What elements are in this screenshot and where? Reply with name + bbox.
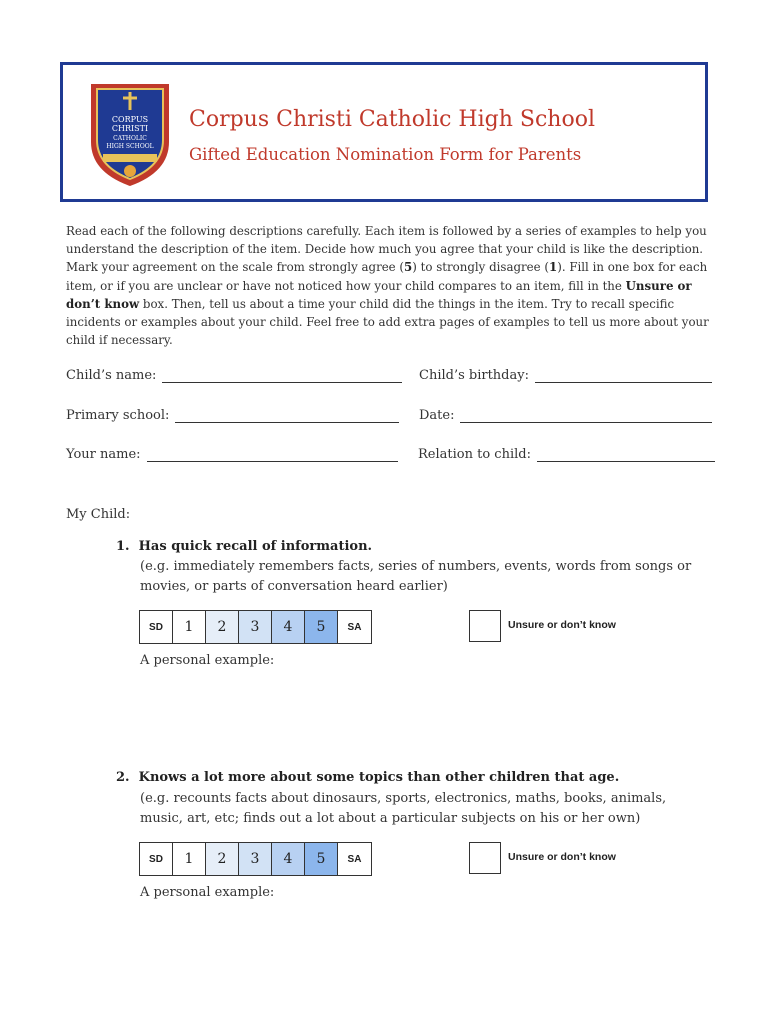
primary-school-label: Primary school: (66, 408, 170, 423)
item-2-description: (e.g. recounts facts about dinosaurs, sports, electronics, maths, books, animals, music, art, etc; finds out a lot about a particular subjects on his or her own) (140, 791, 667, 826)
svg-text:HIGH SCHOOL: HIGH SCHOOL (106, 143, 154, 150)
your-name-field[interactable] (66, 447, 398, 462)
rating-option-4[interactable]: 4 (272, 843, 305, 875)
relation-line[interactable] (537, 447, 715, 462)
relation-field[interactable] (418, 447, 715, 462)
rating-option-1[interactable]: 1 (173, 843, 206, 875)
unsure-label-2: Unsure or don’t know (508, 851, 616, 863)
unsure-checkbox-2[interactable] (469, 842, 501, 874)
school-name: Corpus Christi Catholic High School (189, 107, 595, 132)
item-1-title: 1. Has quick recall of information. (116, 539, 373, 554)
childs-birthday-line[interactable] (535, 368, 712, 383)
primary-school-field[interactable] (66, 408, 399, 423)
rating-scale-2[interactable] (139, 842, 372, 876)
rating-option-3[interactable]: 3 (239, 843, 272, 875)
your-name-label: Your name: (66, 447, 141, 462)
rating-option-5[interactable]: 5 (305, 611, 338, 643)
school-crest-icon (87, 80, 173, 188)
personal-example-label-1: A personal example: (140, 653, 275, 668)
childs-birthday-label: Child’s birthday: (419, 368, 529, 383)
date-label: Date: (419, 408, 455, 423)
rating-option-5[interactable]: 5 (305, 843, 338, 875)
date-field[interactable] (419, 408, 712, 423)
scale-sa-label: SA (347, 621, 362, 633)
svg-text:CHRISTI: CHRISTI (111, 124, 149, 133)
childs-name-label: Child’s name: (66, 368, 157, 383)
header-box (60, 62, 708, 202)
childs-name-line[interactable] (162, 368, 402, 383)
rating-option-2[interactable]: 2 (206, 843, 239, 875)
form-title: Gifted Education Nomination Form for Parents (189, 145, 582, 164)
svg-text:CORPUS: CORPUS (111, 115, 149, 124)
my-child-heading: My Child: (66, 507, 131, 522)
your-name-line[interactable] (147, 447, 398, 462)
svg-text:CATHOLIC: CATHOLIC (113, 135, 147, 142)
date-line[interactable] (460, 408, 712, 423)
scale-sd-label: SD (140, 843, 173, 875)
intro-paragraph: Read each of the following descriptions carefully. Each item is followed by a series of examples to help you understand the description of the item. Decide how much you agree that your child is like the description. Mark your agreement on the scale from strongly agree (5) to strongly disagree (1). Fill in one box for each item, or if you are unclear or have not noticed how your child compares to an item, fill in the Unsure or don’t know box. Then, tell us about a time your child did the things in the item. Try to recall specific incidents or examples about your child. Feel free to add extra pages of examples to tell us more about your child if necessary. (66, 224, 709, 348)
unsure-checkbox-1[interactable] (469, 610, 501, 642)
rating-option-2[interactable]: 2 (206, 611, 239, 643)
rating-option-1[interactable]: 1 (173, 611, 206, 643)
scale-sa-label: SA (347, 853, 362, 865)
rating-scale-1[interactable] (139, 610, 372, 644)
item-1-description: (e.g. immediately remembers facts, series of numbers, events, words from songs or movies, or parts of conversation heard earlier) (140, 559, 692, 594)
childs-birthday-field[interactable] (419, 368, 712, 383)
rating-option-4[interactable]: 4 (272, 611, 305, 643)
personal-example-label-2: A personal example: (140, 885, 275, 900)
rating-option-3[interactable]: 3 (239, 611, 272, 643)
item-2-title: 2. Knows a lot more about some topics than other children that age. (116, 770, 620, 785)
primary-school-line[interactable] (175, 408, 399, 423)
childs-name-field[interactable] (66, 368, 402, 383)
scale-sd-label: SD (140, 611, 173, 643)
relation-label: Relation to child: (418, 447, 531, 462)
unsure-label-1: Unsure or don’t know (508, 619, 616, 631)
